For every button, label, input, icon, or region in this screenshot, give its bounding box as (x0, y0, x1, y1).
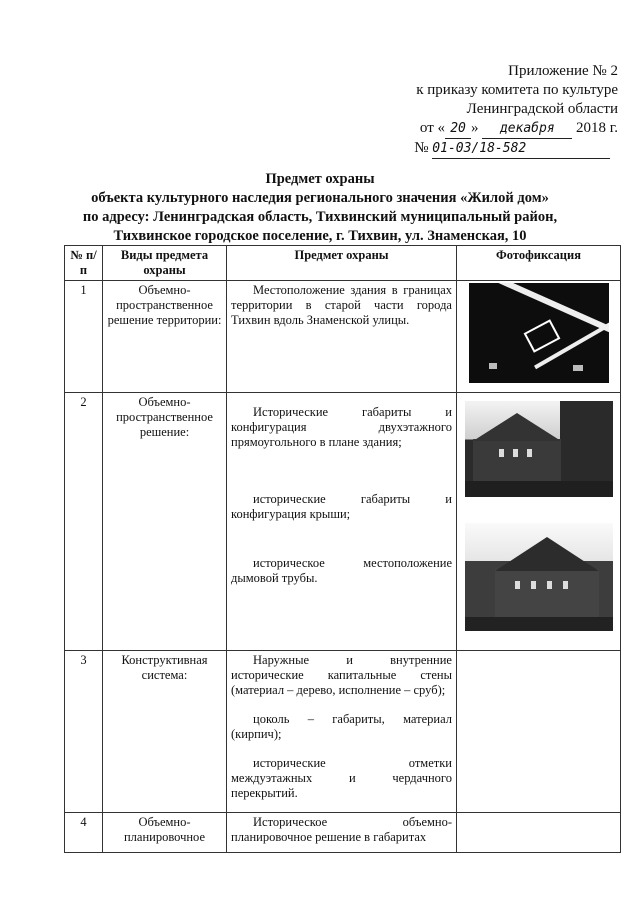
table-row (65, 393, 621, 651)
handwritten-month: декабря (482, 119, 572, 139)
header-photo: Фотофиксация (457, 246, 621, 281)
header-subject: Предмет охраны (227, 246, 457, 281)
subject-item: цоколь – габариты, материал (кирпич); (231, 712, 452, 741)
subject-item: историческое местоположение дымовой трубы. (231, 556, 452, 585)
row-photo (457, 813, 621, 853)
appendix-order-ref: к приказу комитета по культуре (416, 82, 618, 98)
subject-item: Наружные и внутренние исторические капитальные стены (материал – дерево, исполнение – сруб); (231, 653, 452, 697)
handwritten-number: 01-03/18-582 (432, 139, 610, 159)
row-num: 3 (65, 651, 103, 813)
row-kind: Объемно-пространственное решение территории: (103, 281, 227, 393)
appendix-header (416, 62, 618, 159)
table-row (65, 813, 621, 853)
row-subject (227, 813, 457, 853)
house-photo-1 (465, 401, 613, 497)
protection-table (64, 245, 621, 853)
subject-object: объекта культурного наследия регионального значения «Жилой дом» (91, 190, 549, 206)
row-subject (227, 393, 457, 651)
document-subject (0, 170, 640, 246)
appendix-number: № 01-03/18-582 (414, 139, 618, 159)
handwritten-day: 20 (445, 119, 471, 139)
subject-item: исторические габариты и конфигурация крыши; (231, 492, 452, 521)
subject-title: Предмет охраны (265, 171, 375, 187)
row-kind: Объемно-планировочное (103, 813, 227, 853)
row-kind: Конструктивная система: (103, 651, 227, 813)
header-kind: Виды предмета охраны (103, 246, 227, 281)
subject-item: Исторические габариты и конфигурация двухэтажного прямоугольного в плане здания; (231, 405, 452, 449)
row-num: 1 (65, 281, 103, 393)
row-photo (457, 651, 621, 813)
row-photo (457, 393, 621, 651)
subject-item: исторические отметки междуэтажных и чердачного перекрытий. (231, 756, 452, 800)
table-header-row (65, 246, 621, 281)
row-photo (457, 281, 621, 393)
appendix-date: от « 20 » декабря 2018 г. (416, 119, 618, 139)
appendix-region: Ленинградской области (466, 101, 618, 117)
table-row (65, 281, 621, 393)
row-num: 2 (65, 393, 103, 651)
subject-item: Местоположение здания в границах территории в старой части города Тихвин вдоль Знаменской улицы. (231, 283, 452, 327)
subject-address-1: по адресу: Ленинградская область, Тихвинский муниципальный район, (82, 209, 558, 225)
house-photo-2 (465, 523, 613, 631)
map-photo (469, 283, 609, 383)
subject-address-2: Тихвинское городское поселение, г. Тихвин, ул. Знаменская, 10 (113, 228, 527, 244)
subject-item: Историческое объемно-планировочное решение в габаритах (231, 815, 452, 844)
row-kind: Объемно-пространственное решение: (103, 393, 227, 651)
row-subject (227, 651, 457, 813)
header-num: № п/п (65, 246, 103, 281)
appendix-title: Приложение № 2 (508, 63, 618, 79)
table-row (65, 651, 621, 813)
row-subject (227, 281, 457, 393)
row-num: 4 (65, 813, 103, 853)
